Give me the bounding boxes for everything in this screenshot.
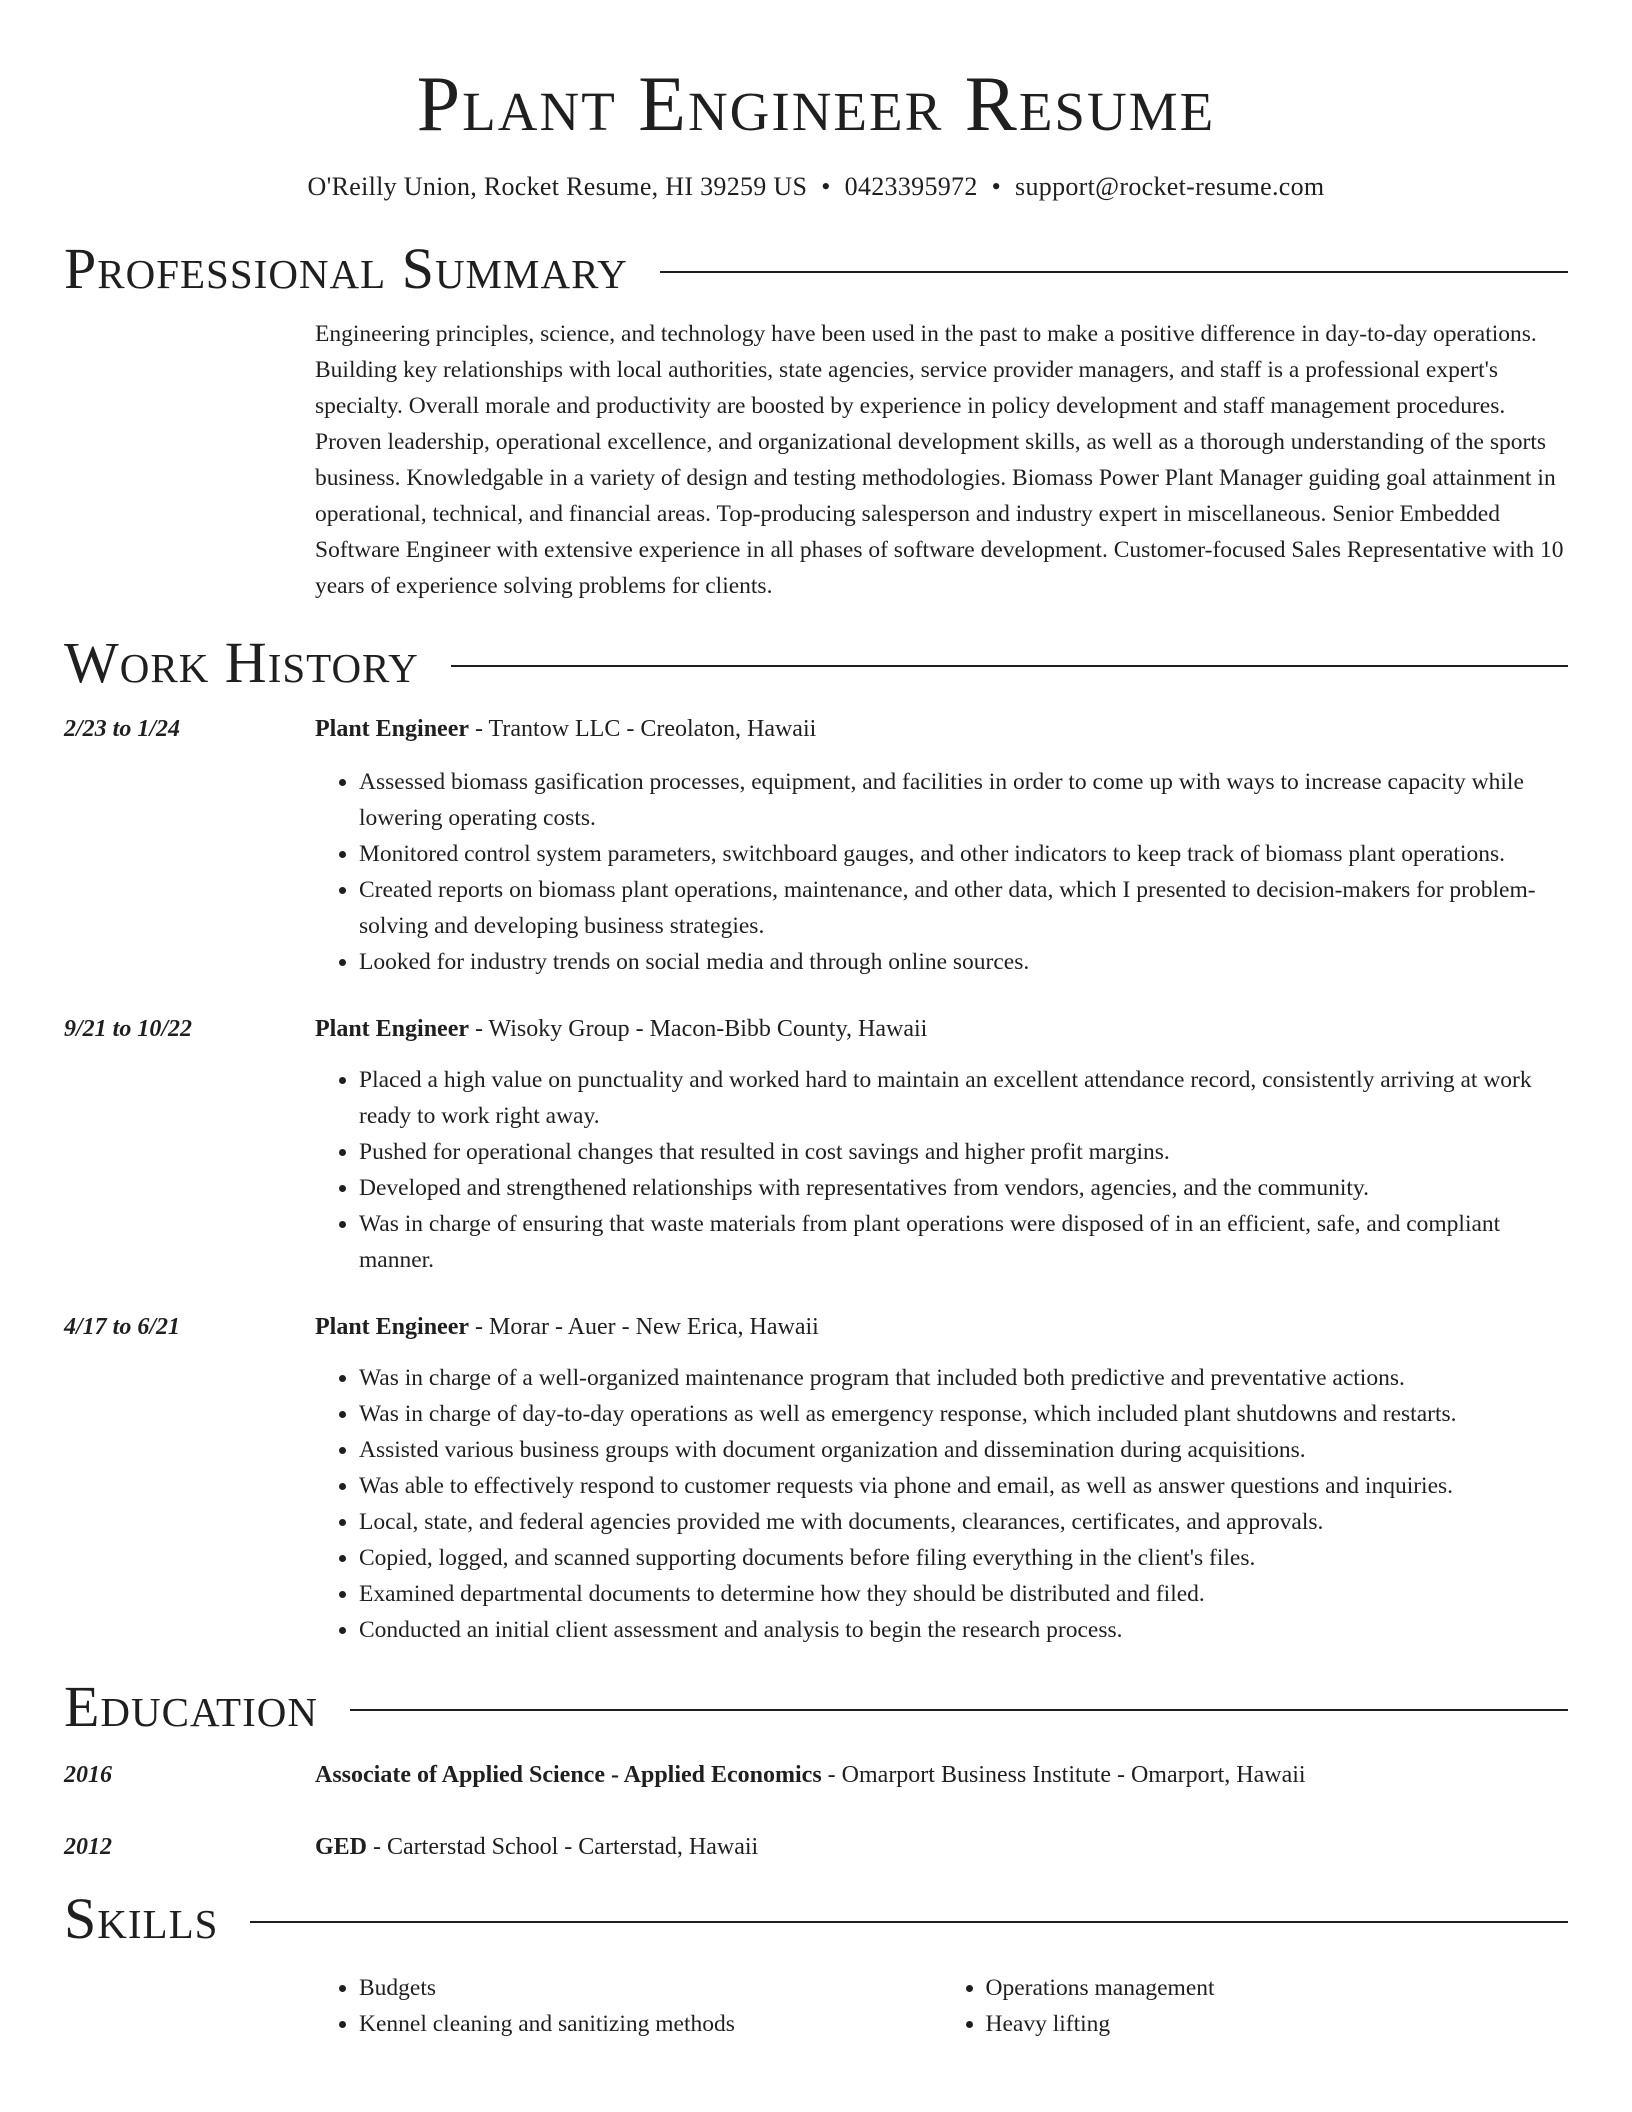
job-title-line xyxy=(315,712,1568,746)
job-bullet: • Looked for industry trends on social media and through online sources. xyxy=(359,944,1568,980)
skill-item: • Budgets xyxy=(359,1970,942,2006)
contact-address: O'Reilly Union, Rocket Resume, HI 39259 US xyxy=(307,172,808,201)
education-year: 2012 xyxy=(64,1834,112,1860)
education-degree: GED xyxy=(315,1834,368,1860)
skills-column-left xyxy=(315,1970,942,2042)
job-title: Plant Engineer xyxy=(315,1016,469,1042)
job-bullet: • Placed a high value on punctuality and worked hard to maintain an excellent attendance record, consistently arriving at work ready to work right away. xyxy=(359,1062,1568,1134)
skill-item: • Kennel cleaning and sanitizing methods xyxy=(359,2006,942,2042)
job-bullet: • Was able to effectively respond to customer requests via phone and email, as well as answer questions and inquiries. xyxy=(359,1468,1568,1504)
skills-heading: Skills xyxy=(64,1886,219,1951)
contact-email: support@rocket-resume.com xyxy=(1015,172,1325,201)
section-divider xyxy=(660,271,1568,273)
job-details: - Morar - Auer - New Erica, Hawaii xyxy=(469,1314,819,1340)
job-entry xyxy=(64,1012,1568,1278)
job-title-line xyxy=(315,1310,1568,1344)
job-title-line xyxy=(315,1012,1568,1046)
work-section-header xyxy=(64,630,1568,696)
job-bullets xyxy=(315,1062,1568,1278)
job-bullet: • Copied, logged, and scanned supporting documents before filing everything in the client's files. xyxy=(359,1540,1568,1576)
job-bullets xyxy=(315,764,1568,980)
section-divider xyxy=(250,1921,1568,1923)
job-dates: 9/21 to 10/22 xyxy=(64,1016,193,1042)
contact-separator: • xyxy=(991,172,1002,201)
job-bullet: • Assessed biomass gasification processes, equipment, and facilities in order to come up with ways to increase capacity while lowering operating costs. xyxy=(359,764,1568,836)
work-heading: Work History xyxy=(64,630,419,695)
job-bullet: • Developed and strengthened relationships with representatives from vendors, agencies, and the community. xyxy=(359,1170,1568,1206)
job-bullet: • Was in charge of day-to-day operations as well as emergency response, which included plant shutdowns and restarts. xyxy=(359,1396,1568,1432)
education-details: - Omarport Business Institute - Omarport, Hawaii xyxy=(821,1762,1306,1788)
skills-column-right xyxy=(942,1970,1569,2042)
contact-separator: • xyxy=(821,172,831,201)
resume-page xyxy=(64,0,1568,2042)
education-section-header xyxy=(64,1674,1568,1740)
job-bullet: • Monitored control system parameters, switchboard gauges, and other indicators to keep track of biomass plant operations. xyxy=(359,836,1568,872)
education-line xyxy=(315,1758,1568,1792)
education-entry xyxy=(64,1758,1568,1792)
job-dates: 2/23 to 1/24 xyxy=(64,716,181,742)
skill-item: • Heavy lifting xyxy=(986,2006,1569,2042)
section-divider xyxy=(350,1709,1568,1711)
education-heading: Education xyxy=(64,1674,318,1739)
education-details: - Carterstad School - Carterstad, Hawaii xyxy=(367,1834,759,1860)
skills-list xyxy=(315,1970,1568,2042)
education-line xyxy=(315,1830,1568,1864)
summary-text: Engineering principles, science, and technology have been used in the past to make a positive difference in day-to-day operations. Building key relationships with local authorities, state agencies, service provider managers, and staff is a professional expert's specialty. Overall morale and productivity are boosted by experience in policy development and staff management procedures. Proven leadership, operational excellence, and organizational development skills, as well as a thorough understanding of the sports business. Knowledgable in a variety of design and testing methodologies. Biomass Power Plant Manager guiding goal attainment in operational, technical, and financial areas. Top-producing salesperson and industry expert in miscellaneous. Senior Embedded Software Engineer with extensive experience in all phases of software development. Customer-focused Sales Representative with 10 years of experience solving problems for clients. xyxy=(315,321,1564,599)
job-entry xyxy=(64,712,1568,980)
section-divider xyxy=(451,665,1568,667)
resume-title: Plant Engineer Resume xyxy=(416,60,1216,147)
job-bullets xyxy=(315,1360,1568,1648)
job-title: Plant Engineer xyxy=(315,716,469,742)
job-bullet: • Conducted an initial client assessment and analysis to begin the research process. xyxy=(359,1612,1568,1648)
skill-item: • Operations management xyxy=(986,1970,1569,2006)
job-bullet: • Local, state, and federal agencies provided me with documents, clearances, certificates, and approvals. xyxy=(359,1504,1568,1540)
education-entry xyxy=(64,1830,1568,1864)
job-title: Plant Engineer xyxy=(315,1314,469,1340)
summary-heading: Professional Summary xyxy=(64,236,628,301)
job-bullet: • Assisted various business groups with document organization and dissemination during acquisitions. xyxy=(359,1432,1568,1468)
education-year: 2016 xyxy=(64,1762,112,1788)
job-bullet: • Examined departmental documents to determine how they should be distributed and filed. xyxy=(359,1576,1568,1612)
education-degree: Associate of Applied Science - Applied Economics xyxy=(315,1762,822,1788)
job-entry xyxy=(64,1310,1568,1648)
summary-section-header xyxy=(64,236,1568,302)
job-dates: 4/17 to 6/21 xyxy=(64,1314,181,1340)
job-bullet: • Pushed for operational changes that resulted in cost savings and higher profit margins. xyxy=(359,1134,1568,1170)
contact-line xyxy=(64,172,1568,202)
skills-section-header xyxy=(64,1886,1568,1952)
job-bullet: • Created reports on biomass plant operations, maintenance, and other data, which I presented to decision-makers for problem-solving and developing business strategies. xyxy=(359,872,1568,944)
contact-phone: 0423395972 xyxy=(844,172,978,201)
job-bullet: • Was in charge of a well-organized maintenance program that included both predictive and preventative actions. xyxy=(359,1360,1568,1396)
job-bullet: • Was in charge of ensuring that waste materials from plant operations were disposed of in an efficient, safe, and compliant manner. xyxy=(359,1206,1568,1278)
job-details: - Wisoky Group - Macon-Bibb County, Hawaii xyxy=(469,1016,928,1042)
job-details: - Trantow LLC - Creolaton, Hawaii xyxy=(469,716,817,742)
